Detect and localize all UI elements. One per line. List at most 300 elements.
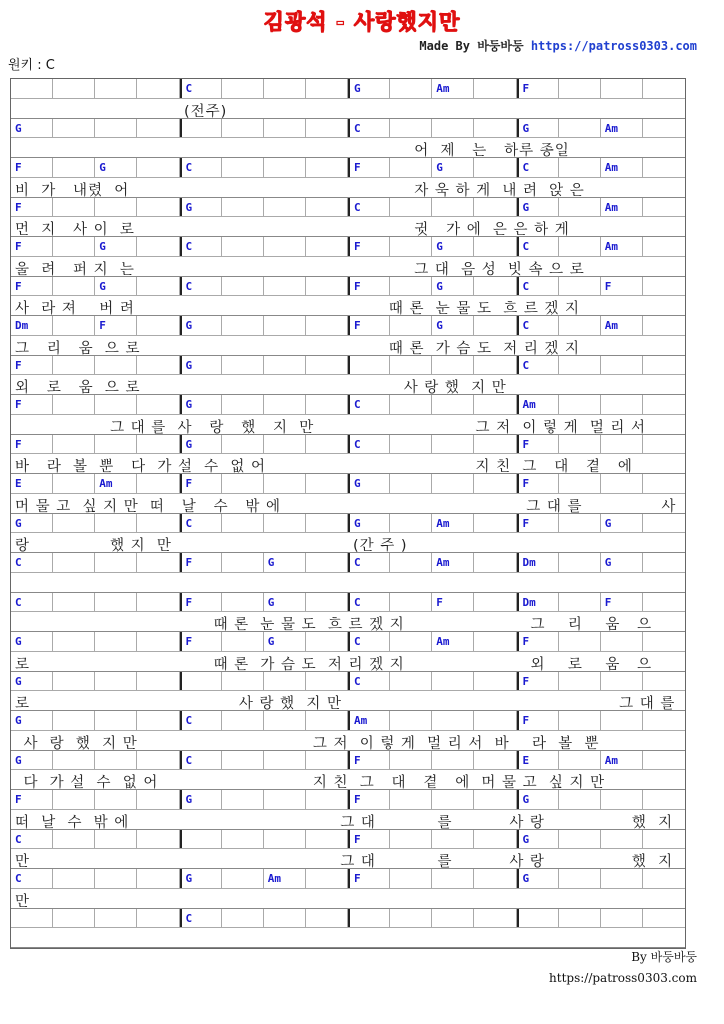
lyric-text: 외 로 움 으 로: [15, 380, 141, 397]
lyric-text: 만: [15, 893, 31, 910]
chord-cell-empty: [222, 435, 264, 454]
chord-cell-empty: [306, 79, 348, 98]
lyric-text: 그 저 이 렇 게 멀 리 서: [475, 419, 647, 436]
chord-cell-empty: [264, 672, 306, 691]
lyric-row: [11, 652, 685, 672]
chord-cell-empty: [53, 553, 95, 572]
chord-row: [11, 356, 685, 376]
chord-cell-empty: [643, 672, 685, 691]
chord-cell-empty: [53, 158, 95, 177]
chord-c: C: [180, 909, 222, 928]
chord-cell-empty: [222, 198, 264, 217]
lyric-text: 울 려 퍼 지 는: [15, 261, 135, 278]
chord-cell-empty: [306, 474, 348, 493]
chord-g: G: [517, 119, 559, 138]
chord-g: G: [11, 119, 53, 138]
chord-row: [11, 79, 685, 99]
chord-cell-empty: [53, 830, 95, 849]
site-link[interactable]: https://patross0303.com: [530, 39, 697, 53]
chord-cell-empty: [264, 158, 306, 177]
chord-row: [11, 553, 685, 573]
chord-cell-empty: [559, 553, 601, 572]
chord-cell-empty: [222, 672, 264, 691]
chord-cell-empty: [601, 869, 643, 888]
chord-cell-empty: [474, 830, 516, 849]
lyric-text: 때 론 가 슴 도 저 리 겠 지: [213, 656, 405, 673]
chord-cell-empty: [559, 869, 601, 888]
chord-cell-empty: [53, 79, 95, 98]
chord-c: C: [348, 593, 390, 612]
lyric-text: 바 라 볼 뿐 다 가 설 수 없 어: [15, 459, 267, 476]
chord-row: [11, 237, 685, 257]
lyric-row: [11, 336, 685, 356]
chord-cell-empty: [474, 593, 516, 612]
chord-f: F: [11, 395, 53, 414]
lyric-text: 때 론 눈 물 도 흐 르 겠 지: [388, 301, 581, 318]
chord-f: F: [11, 435, 53, 454]
chord-cell-empty: [95, 79, 137, 98]
chord-cell-empty: [222, 474, 264, 493]
chord-f: F: [11, 198, 53, 217]
chord-cell-empty: [137, 395, 179, 414]
chord-g: G: [348, 79, 390, 98]
lyric-text: 사 랑 했 지 만: [238, 696, 343, 713]
chord-cell-empty: [137, 237, 179, 256]
chord-dm: Dm: [517, 553, 559, 572]
chord-row: [11, 435, 685, 455]
lyric-text: 그 대: [340, 854, 376, 871]
lyric-row: [11, 494, 685, 514]
chord-cell-empty: [306, 514, 348, 533]
chord-c: C: [180, 751, 222, 770]
chord-cell-empty: [53, 395, 95, 414]
chord-am: Am: [432, 514, 474, 533]
chord-cell-empty: [306, 553, 348, 572]
chord-row: [11, 909, 685, 929]
chord-am: Am: [517, 395, 559, 414]
chord-cell-empty: [222, 237, 264, 256]
chord-g: G: [432, 316, 474, 335]
chord-cell-empty: [390, 316, 432, 335]
chord-f: F: [348, 869, 390, 888]
chord-g: G: [264, 593, 306, 612]
chord-cell-empty: [559, 356, 601, 375]
chord-cell-empty: [306, 198, 348, 217]
chord-cell-empty: [53, 316, 95, 335]
chord-cell-empty: [559, 514, 601, 533]
chord-g: G: [517, 830, 559, 849]
chord-cell-empty: [11, 909, 53, 928]
chord-row: [11, 158, 685, 178]
chord-cell-empty: [390, 514, 432, 533]
chord-g: G: [432, 237, 474, 256]
chord-cell-empty: [474, 119, 516, 138]
chord-f: F: [348, 316, 390, 335]
chord-cell-empty: [643, 237, 685, 256]
chord-cell-empty: [390, 119, 432, 138]
chord-cell-empty: [559, 593, 601, 612]
chord-cell-empty: [264, 237, 306, 256]
chord-cell-empty: [137, 435, 179, 454]
chord-g: G: [517, 869, 559, 888]
chord-f: F: [180, 593, 222, 612]
chord-cell-empty: [432, 672, 474, 691]
lyric-row: [11, 889, 685, 909]
chord-row: [11, 119, 685, 139]
original-key: 원키 : C: [8, 58, 55, 73]
chord-cell-empty: [53, 198, 95, 217]
chord-cell-empty: [474, 198, 516, 217]
chord-g: G: [95, 158, 137, 177]
lyric-text: 때 론 눈 물 도 흐 르 겠 지: [213, 617, 405, 634]
chord-cell-empty: [643, 869, 685, 888]
chord-cell-empty: [390, 632, 432, 651]
lyric-text: 로: [15, 696, 31, 713]
chord-cell-empty: [222, 79, 264, 98]
chord-cell-empty: [432, 474, 474, 493]
chord-cell-empty: [390, 435, 432, 454]
chord-cell-empty: [474, 711, 516, 730]
lyric-text: 비 가 내렸 어: [15, 182, 130, 199]
chord-row: [11, 593, 685, 613]
lyric-row: [11, 731, 685, 751]
chord-f: F: [348, 237, 390, 256]
chord-cell-empty: [517, 909, 559, 928]
chord-cell-empty: [306, 869, 348, 888]
lyric-text: 떠 날 수 밖 에: [15, 814, 130, 831]
chord-cell-empty: [95, 711, 137, 730]
chord-cell-empty: [559, 158, 601, 177]
lyric-row: [11, 454, 685, 474]
chord-cell-empty: [264, 790, 306, 809]
chord-cell-empty: [53, 672, 95, 691]
chord-row: [11, 869, 685, 889]
chord-cell-empty: [559, 435, 601, 454]
chord-f: F: [180, 632, 222, 651]
chord-cell-empty: [643, 316, 685, 335]
chord-e: E: [11, 474, 53, 493]
lyric-text: 외 로 움 으: [530, 656, 653, 673]
chord-cell-empty: [53, 514, 95, 533]
made-by-label: Made By 바둥바둥: [419, 39, 524, 53]
chord-cell-empty: [432, 119, 474, 138]
chord-f: F: [11, 158, 53, 177]
chord-row: [11, 751, 685, 771]
chord-cell-empty: [643, 158, 685, 177]
lyric-text: 했 지: [631, 814, 674, 831]
chord-cell-empty: [559, 672, 601, 691]
song-title: 김광석 - 사랑했지만: [263, 10, 461, 34]
chord-c: C: [517, 237, 559, 256]
chord-am: Am: [95, 474, 137, 493]
chord-cell-empty: [390, 356, 432, 375]
chord-cell-empty: [264, 909, 306, 928]
chord-cell-empty: [432, 711, 474, 730]
chord-cell-empty: [137, 790, 179, 809]
chord-cell-empty: [137, 672, 179, 691]
chord-cell-empty: [180, 830, 222, 849]
chord-cell-empty: [53, 632, 95, 651]
chord-cell-empty: [643, 632, 685, 651]
chord-cell-empty: [306, 909, 348, 928]
chord-c: C: [180, 514, 222, 533]
chord-cell-empty: [390, 277, 432, 296]
lyric-text: 를: [437, 814, 453, 831]
lyric-text: 그 대: [340, 814, 376, 831]
chord-cell-empty: [222, 395, 264, 414]
chord-cell-empty: [474, 790, 516, 809]
lyric-text: (전주): [184, 103, 228, 120]
chord-cell-empty: [474, 909, 516, 928]
chord-cell-empty: [643, 514, 685, 533]
chord-cell-empty: [306, 316, 348, 335]
chord-f: F: [348, 790, 390, 809]
chord-f: F: [11, 790, 53, 809]
chord-cell-empty: [474, 632, 516, 651]
chord-cell-empty: [137, 316, 179, 335]
chord-cell-empty: [264, 79, 306, 98]
chord-cell-empty: [474, 435, 516, 454]
chord-row: [11, 474, 685, 494]
chord-cell-empty: [306, 356, 348, 375]
chord-am: Am: [601, 119, 643, 138]
lyric-text: 머 물 고 싶 지 만 떠 날 수 밖 에: [15, 498, 282, 515]
chord-cell-empty: [222, 119, 264, 138]
chord-f: F: [517, 435, 559, 454]
chord-am: Am: [601, 316, 643, 335]
chord-cell-empty: [432, 356, 474, 375]
lyric-row: [11, 415, 685, 435]
chord-cell-empty: [222, 830, 264, 849]
chord-cell-empty: [601, 830, 643, 849]
lyric-row: [11, 928, 685, 948]
chord-cell-empty: [390, 553, 432, 572]
chord-cell-empty: [95, 790, 137, 809]
chord-f: F: [180, 474, 222, 493]
chord-c: C: [180, 158, 222, 177]
lyric-text: 했 지: [631, 854, 674, 871]
chord-cell-empty: [559, 830, 601, 849]
chord-cell-empty: [348, 356, 390, 375]
chord-cell-empty: [306, 237, 348, 256]
chord-cell-empty: [180, 672, 222, 691]
lyric-text: 그 리 움 으 로: [15, 340, 141, 357]
lyric-row: [11, 217, 685, 237]
chord-cell-empty: [264, 514, 306, 533]
chord-cell-empty: [601, 632, 643, 651]
chord-f: F: [601, 277, 643, 296]
chord-cell-empty: [474, 237, 516, 256]
chord-cell-empty: [432, 830, 474, 849]
lyric-text: 만: [15, 854, 31, 871]
chord-am: Am: [432, 79, 474, 98]
chord-cell-empty: [474, 316, 516, 335]
chord-cell-empty: [432, 751, 474, 770]
chord-cell-empty: [559, 316, 601, 335]
chord-cell-empty: [643, 119, 685, 138]
lyric-text: 사: [661, 498, 677, 515]
chord-cell-empty: [53, 869, 95, 888]
chord-cell-empty: [53, 711, 95, 730]
chord-cell-empty: [264, 711, 306, 730]
chord-cell-empty: [95, 198, 137, 217]
lyric-row: [11, 770, 685, 790]
chord-cell-empty: [474, 158, 516, 177]
lyric-text: 랑: [15, 538, 31, 555]
lyric-text: 사 랑: [509, 814, 545, 831]
chord-cell-empty: [559, 395, 601, 414]
chord-cell-empty: [390, 711, 432, 730]
lyric-text: 지 친 그 대 곁 에 머 물 고 싶 지 만: [312, 775, 606, 792]
chord-cell-empty: [390, 237, 432, 256]
chord-cell-empty: [137, 869, 179, 888]
chord-cell-empty: [137, 553, 179, 572]
lyric-text: 지 친 그 대 곁 에: [475, 459, 633, 476]
lyric-text: 그 리 움 으: [530, 617, 653, 634]
chord-row: [11, 790, 685, 810]
lyric-text: 로: [15, 656, 31, 673]
chord-cell-empty: [432, 435, 474, 454]
lyric-row: [11, 573, 685, 593]
chord-cell-empty: [306, 751, 348, 770]
chord-g: G: [348, 514, 390, 533]
chord-cell-empty: [643, 198, 685, 217]
chord-cell-empty: [264, 435, 306, 454]
footer-url[interactable]: https://patross0303.com: [549, 971, 697, 985]
chord-c: C: [517, 158, 559, 177]
chord-row: [11, 672, 685, 692]
chord-dm: Dm: [11, 316, 53, 335]
chord-cell-empty: [559, 632, 601, 651]
chord-cell-empty: [306, 672, 348, 691]
chord-f: F: [348, 830, 390, 849]
chord-cell-empty: [137, 909, 179, 928]
chord-cell-empty: [222, 869, 264, 888]
chord-c: C: [517, 316, 559, 335]
chord-f: F: [180, 553, 222, 572]
chord-cell-empty: [390, 79, 432, 98]
chord-g: G: [95, 277, 137, 296]
lyric-row: [11, 138, 685, 158]
chord-f: F: [348, 751, 390, 770]
chord-cell-empty: [601, 909, 643, 928]
chord-cell-empty: [53, 119, 95, 138]
lyric-text: 그 대 를: [619, 696, 676, 713]
chord-c: C: [348, 395, 390, 414]
chord-cell-empty: [474, 356, 516, 375]
chord-f: F: [11, 277, 53, 296]
chord-am: Am: [601, 751, 643, 770]
chord-cell-empty: [137, 751, 179, 770]
lyric-row: [11, 99, 685, 119]
chord-cell-empty: [95, 119, 137, 138]
chord-cell-empty: [222, 514, 264, 533]
chord-cell-empty: [390, 198, 432, 217]
chord-cell-empty: [348, 909, 390, 928]
chord-cell-empty: [137, 830, 179, 849]
footer-author: By 바둥바둥: [631, 950, 697, 964]
chord-cell-empty: [390, 593, 432, 612]
chord-am: Am: [601, 237, 643, 256]
chord-row: [11, 830, 685, 850]
lyric-text: 그 저 이 렇 게 멀 리 서 바 라 볼 뿐: [312, 735, 600, 752]
chord-cell-empty: [11, 79, 53, 98]
chord-f: F: [517, 711, 559, 730]
chord-f: F: [432, 593, 474, 612]
chord-cell-empty: [432, 909, 474, 928]
chord-cell-empty: [137, 514, 179, 533]
chord-am: Am: [432, 632, 474, 651]
chord-cell-empty: [390, 869, 432, 888]
chord-f: F: [517, 632, 559, 651]
chord-row: [11, 711, 685, 731]
chord-am: Am: [348, 711, 390, 730]
chord-cell-empty: [53, 435, 95, 454]
chord-cell-empty: [95, 395, 137, 414]
chord-cell-empty: [643, 711, 685, 730]
chord-g: G: [11, 514, 53, 533]
chord-cell-empty: [222, 790, 264, 809]
chord-c: C: [11, 593, 53, 612]
chord-c: C: [517, 356, 559, 375]
chord-cell-empty: [559, 474, 601, 493]
chord-cell-empty: [306, 395, 348, 414]
chord-row: [11, 514, 685, 534]
chord-cell-empty: [306, 435, 348, 454]
chord-c: C: [180, 237, 222, 256]
chord-f: F: [601, 593, 643, 612]
chord-cell-empty: [137, 593, 179, 612]
chord-cell-empty: [643, 553, 685, 572]
chord-g: G: [95, 237, 137, 256]
chord-cell-empty: [643, 751, 685, 770]
chord-g: G: [517, 198, 559, 217]
chord-cell-empty: [264, 119, 306, 138]
chord-f: F: [517, 79, 559, 98]
lyric-row: [11, 810, 685, 830]
lyric-row: [11, 691, 685, 711]
chord-cell-empty: [53, 237, 95, 256]
chord-cell-empty: [601, 79, 643, 98]
chord-g: G: [180, 356, 222, 375]
chord-g: G: [180, 435, 222, 454]
chord-cell-empty: [432, 790, 474, 809]
chord-cell-empty: [95, 869, 137, 888]
chord-cell-empty: [137, 119, 179, 138]
chord-cell-empty: [53, 909, 95, 928]
chord-am: Am: [432, 553, 474, 572]
chord-cell-empty: [180, 119, 222, 138]
chord-c: C: [348, 119, 390, 138]
chord-cell-empty: [643, 830, 685, 849]
chord-c: C: [348, 435, 390, 454]
lyric-text: 사 라 져 버 려: [15, 301, 135, 318]
chord-cell-empty: [601, 790, 643, 809]
chord-cell-empty: [643, 593, 685, 612]
chord-cell-empty: [306, 158, 348, 177]
chord-cell-empty: [559, 277, 601, 296]
chord-cell-empty: [306, 632, 348, 651]
chord-cell-empty: [137, 158, 179, 177]
chord-c: C: [517, 277, 559, 296]
chord-cell-empty: [137, 277, 179, 296]
chord-c: C: [348, 198, 390, 217]
chord-cell-empty: [95, 435, 137, 454]
chord-g: G: [180, 869, 222, 888]
chord-cell-empty: [264, 751, 306, 770]
chord-cell-empty: [53, 751, 95, 770]
chord-f: F: [517, 672, 559, 691]
